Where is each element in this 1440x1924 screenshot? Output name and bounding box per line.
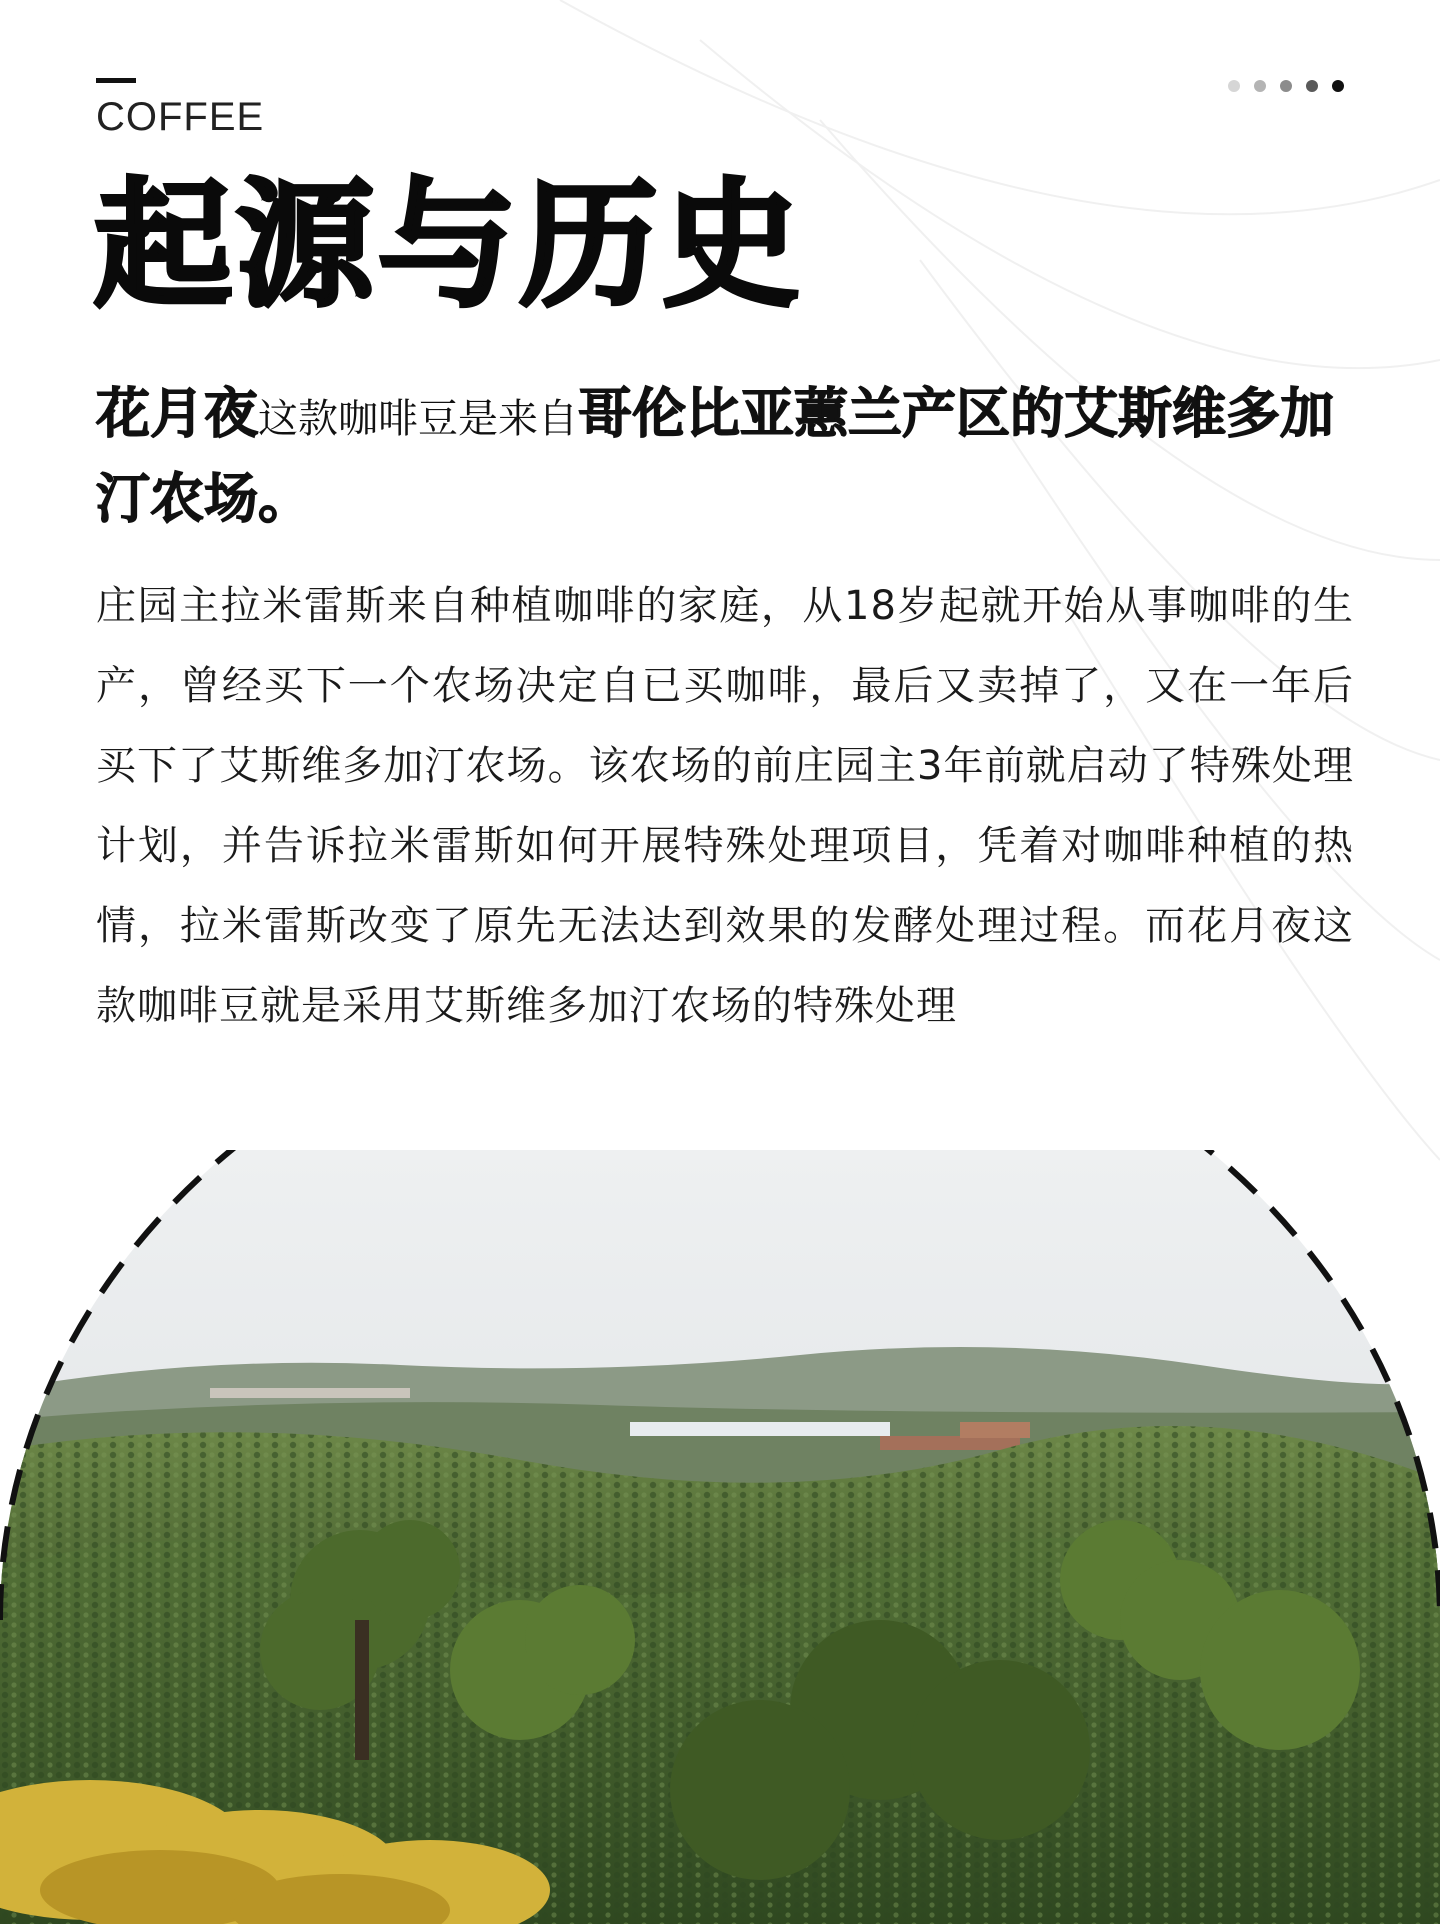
lead-connector: 这款咖啡豆是来自 — [258, 396, 578, 442]
page-dot-active — [1332, 80, 1344, 92]
page-dot — [1280, 80, 1292, 92]
origin-farm: 哥伦比亚蕙兰产区的艾斯维多加汀农场。 — [96, 382, 1334, 530]
page-dot — [1228, 80, 1240, 92]
history-paragraph: 庄园主拉米雷斯来自种植咖啡的家庭，从18岁起就开始从事咖啡的生产，曾经买下一个农场决定自已买咖啡，最后又卖掉了，又在一年后买下了艾斯维多加汀农场。该农场的前庄园主3年前就启动了特殊处理计划，并告诉拉米雷斯如何开展特殊处理项目，凭着对咖啡种植的热情，拉米雷斯改变了原先无法达到效果的发酵处理过程。而花月夜这款咖啡豆就是采用艾斯维多加汀农场的特殊处理 — [96, 583, 1354, 1029]
page-dot — [1254, 80, 1266, 92]
lead-paragraph — [96, 374, 1356, 539]
brand-block — [96, 78, 264, 137]
page-indicator — [1228, 80, 1344, 92]
brand-bar — [96, 78, 136, 83]
product-name: 花月夜 — [96, 382, 258, 445]
farm-landscape-photo — [0, 1150, 1440, 1924]
page-title: 起源与历史 — [94, 165, 805, 326]
brand-label: COFFEE — [96, 95, 265, 139]
page-dot — [1306, 80, 1318, 92]
